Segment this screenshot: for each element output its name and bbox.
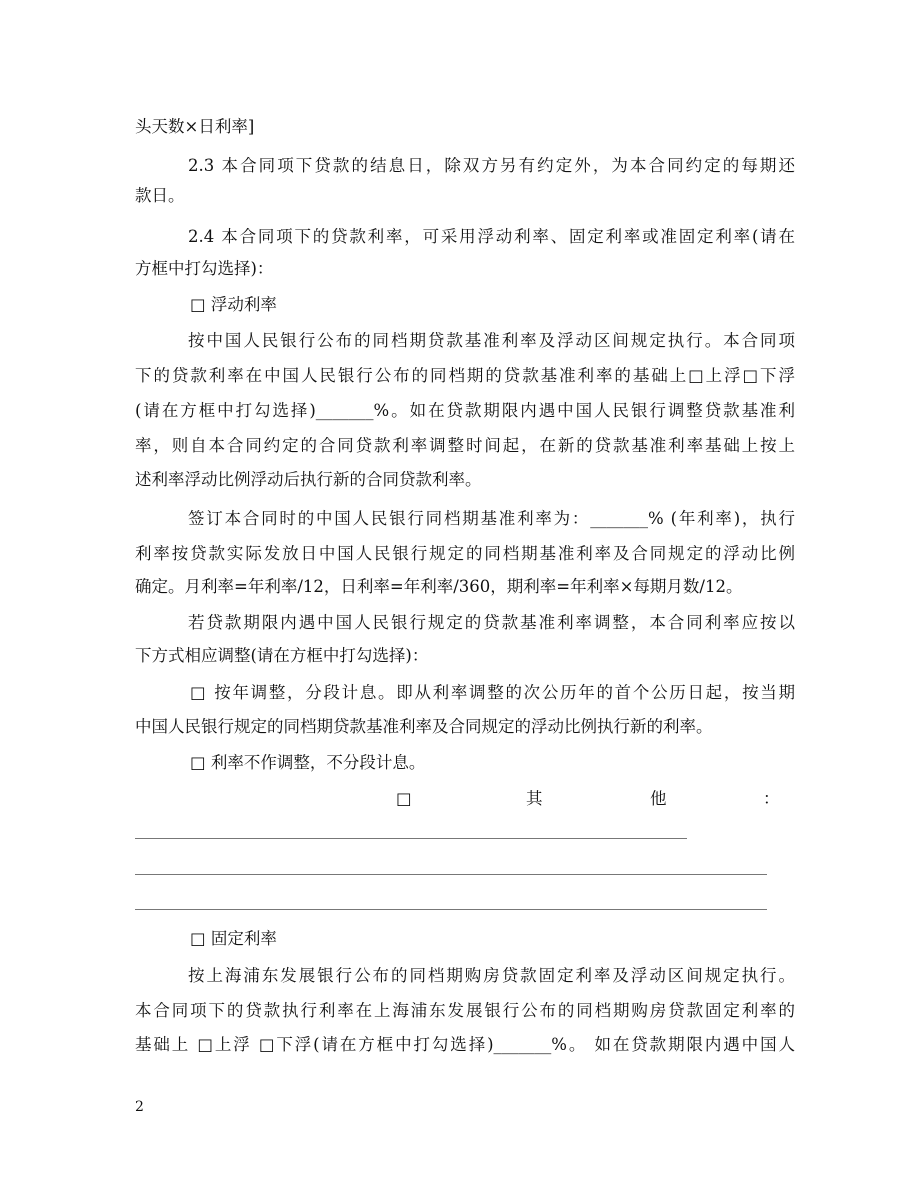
page-number: 2 [135, 1099, 144, 1115]
text-line: 下方式相应调整(请在方框中打勾选择)： [135, 646, 429, 665]
text-line: 下的贷款利率在中国人民银行公布的同档期的贷款基准利率的基础上□上浮□下浮 [135, 366, 795, 385]
option-floating-rate[interactable]: □ 浮动利率 [190, 295, 277, 314]
blank-underline[interactable] [135, 874, 767, 875]
text-line: 方框中打勾选择)： [135, 259, 274, 278]
option-no-adjustment[interactable]: □ 利率不作调整，不分段计息。 [190, 753, 426, 772]
text-line: 签订本合同时的中国人民银行同档期基准利率为：_______% (年利率)，执行 [188, 509, 795, 528]
checkbox-other[interactable]: □ [396, 789, 412, 808]
text-line: 确定。月利率=年利率/12，日利率=年利率/360，期利率=年利率×每期月数/12。 [135, 577, 743, 596]
text-line: 率，则自本合同约定的合同贷款利率调整时间起，在新的贷款基准利率基础上按上 [135, 436, 795, 455]
text-line: 头天数×日利率] [135, 117, 255, 136]
text-line: 基础上 □上浮 □下浮(请在方框中打勾选择)_______%。 如在贷款期限内遇中国人 [135, 1035, 795, 1054]
text-line: 按上海浦东发展银行公布的同档期购房贷款固定利率及浮动区间规定执行。 [188, 966, 795, 985]
text-line: 利率按贷款实际发放日中国人民银行规定的同档期基准利率及合同规定的浮动比例 [135, 544, 795, 563]
clause-2-3: 2.3 本合同项下贷款的结息日，除双方另有约定外，为本合同约定的每期还 [188, 156, 795, 175]
text-line: 述利率浮动比例浮动后执行新的合同贷款利率。 [135, 470, 482, 489]
text-line: 款日。 [135, 186, 185, 205]
option-fixed-rate[interactable]: □ 固定利率 [190, 929, 277, 948]
text-line: (请在方框中打勾选择)_______%。如在贷款期限内遇中国人民银行调整贷款基准利 [135, 401, 795, 420]
text-line: 本合同项下的贷款执行利率在上海浦东发展银行公布的同档期购房贷款固定利率的 [135, 1001, 795, 1020]
clause-2-4: 2.4 本合同项下的贷款利率，可采用浮动利率、固定利率或准固定利率(请在 [188, 227, 795, 246]
other-colon: ： [763, 789, 780, 808]
blank-underline[interactable] [135, 909, 767, 910]
blank-underline[interactable] [135, 838, 687, 839]
text-line: 按中国人民银行公布的同档期贷款基准利率及浮动区间规定执行。本合同项 [188, 331, 795, 350]
option-other-row[interactable] [0, 788, 920, 810]
other-char-1: 其 [526, 789, 543, 808]
text-line: 中国人民银行规定的同档期贷款基准利率及合同规定的浮动比例执行新的利率。 [135, 717, 713, 736]
option-annual-adjustment[interactable]: □ 按年调整，分段计息。即从利率调整的次公历年的首个公历日起，按当期 [190, 683, 795, 702]
text-line: 若贷款期限内遇中国人民银行规定的贷款基准利率调整，本合同利率应按以 [188, 613, 795, 632]
other-char-2: 他 [650, 789, 667, 808]
